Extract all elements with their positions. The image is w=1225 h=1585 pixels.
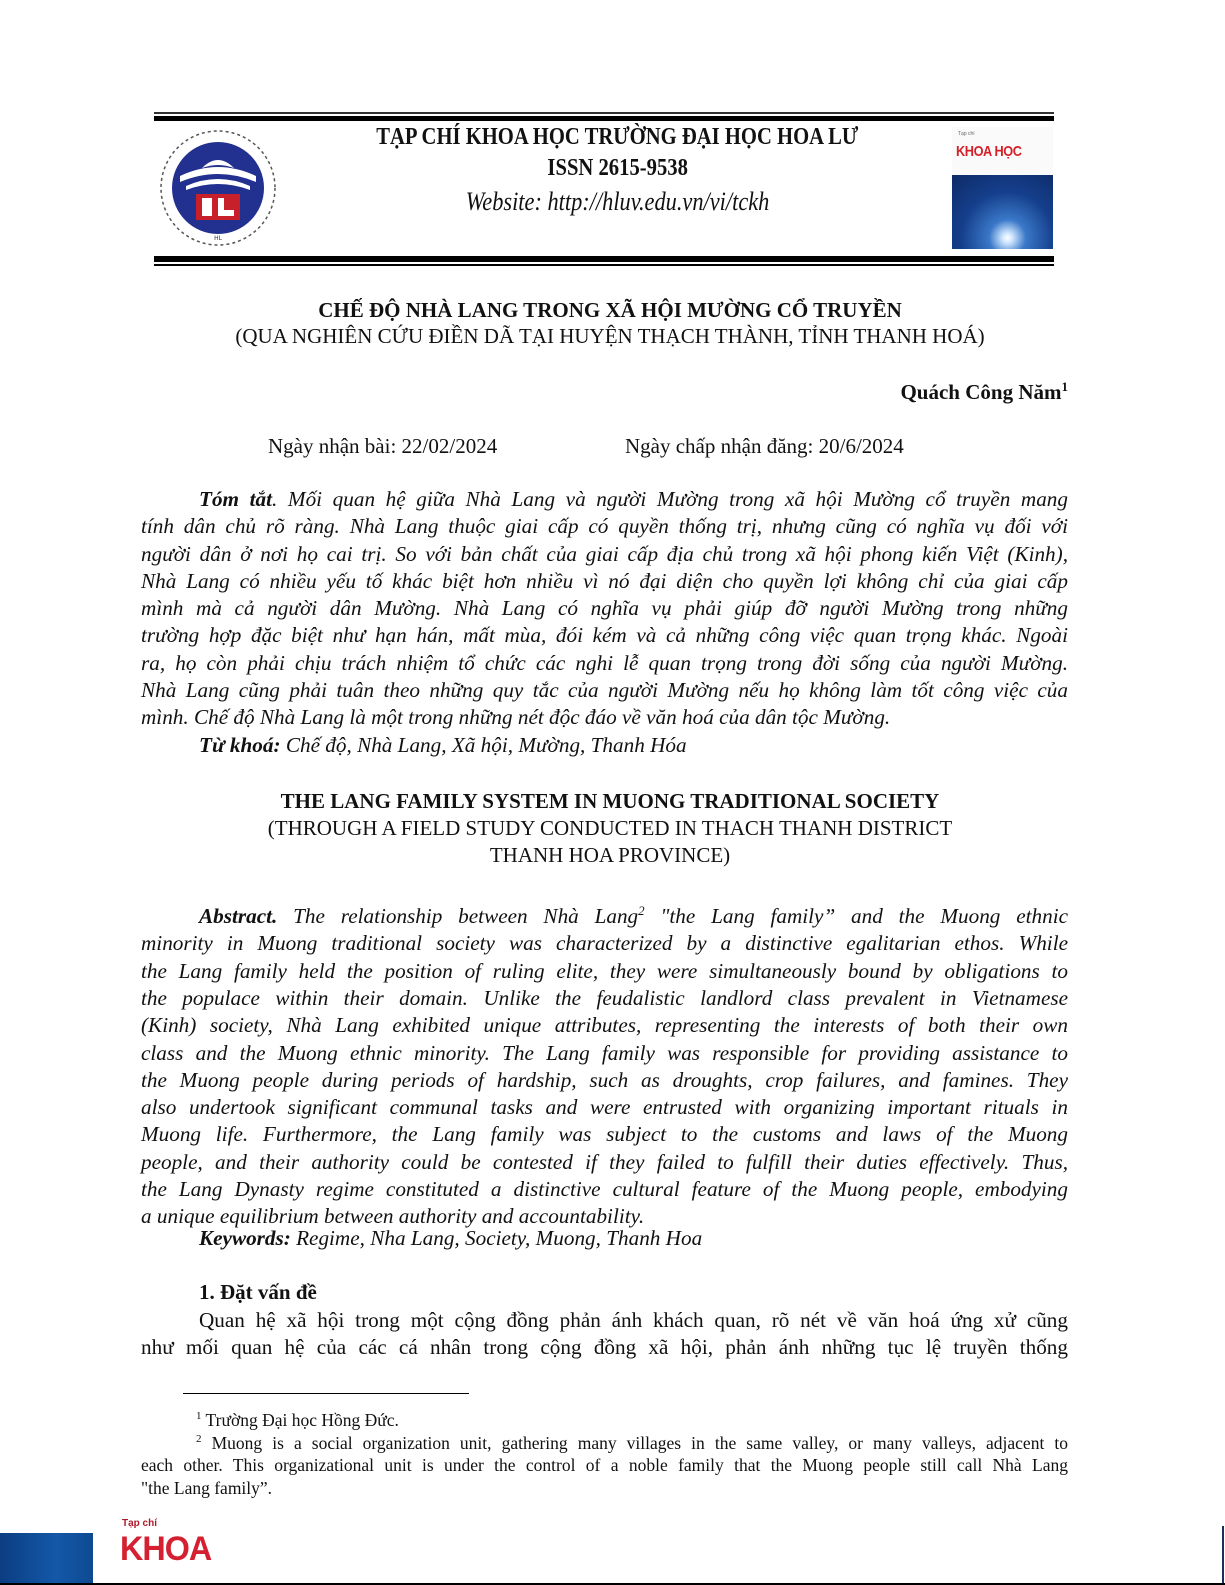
accepted-date: Ngày chấp nhận đăng: 20/6/2024	[625, 434, 904, 458]
abstract-en-line: Muong life. Furthermore, the Lang family was subject to the customs and laws of the Muong	[141, 1122, 1068, 1147]
cover-brand: KHOA HỌC	[956, 143, 1022, 160]
abstract-vi-line: Tóm tắt. Mối quan hệ giữa Nhà Lang và người Mường trong xã hội Mường cổ truyền mang	[199, 487, 1068, 511]
article-title-en: THE LANG FAMILY SYSTEM IN MUONG TRADITIONAL SOCIETY	[280, 789, 940, 813]
footnote-2-mark[interactable]: 2	[638, 903, 645, 918]
article-subtitle-en-2: THANH HOA PROVINCE)	[489, 843, 731, 867]
received-date: Ngày nhận bài: 22/02/2024	[268, 434, 498, 458]
article-subtitle-vi: (QUA NGHIÊN CỨU ĐIỀN DÃ TẠI HUYỆN THẠCH THÀNH, TỈNH THANH HOÁ)	[235, 324, 985, 348]
abstract-vi	[141, 486, 1068, 732]
abstract-en-line: the Lang Dynasty regime constituted a distinctive cultural feature of the Muong people, embodying	[141, 1177, 1068, 1202]
journal-website[interactable]: Website: http://hluv.edu.vn/vi/tckh	[465, 187, 770, 216]
abstract-en-line: the Muong people during periods of hardship, such as droughts, crop failures, and famines. They	[141, 1067, 1068, 1092]
header-rule-bottom-thick	[154, 256, 1054, 262]
abstract-en-line: the populace within their domain. Unlike the feudalistic landlord class prevalent in Vietnamese	[141, 985, 1068, 1010]
keywords-en-label: Keywords:	[199, 1226, 291, 1250]
abstract-vi-line: mình. Chế độ Nhà Lang là một trong những nét độc đáo về văn hoá của dân tộc Mường.	[141, 705, 891, 730]
abstract-en-line: also undertook significant communal tasks and were entrusted with organizing important rituals in	[141, 1095, 1068, 1120]
article-title-vi: CHẾ ĐỘ NHÀ LANG TRONG XÃ HỘI MƯỜNG CỔ TRUYỀN	[318, 298, 902, 322]
header-rule-bottom-thin	[154, 264, 1054, 266]
abstract-vi-line: trường hợp đặc biệt như hạn hán, mất mùa, đói kém và cả những công việc quan trọng khác. Ngoài	[141, 623, 1068, 648]
abstract-en-label: Abstract.	[199, 904, 278, 929]
seal-lettering: HL	[214, 235, 222, 242]
footnote-1-number: 1	[196, 1410, 202, 1422]
footnote-2-line: "the Lang family”.	[141, 1477, 273, 1498]
section-body	[141, 1307, 1068, 1362]
keywords-en-values: Regime, Nha Lang, Society, Muong, Thanh Hoa	[290, 1226, 703, 1250]
keywords-vi-values: Chế độ, Nhà Lang, Xã hội, Mường, Thanh Hóa	[280, 733, 687, 757]
abstract-vi-line: Nhà Lang cũng phải tuân theo những quy tắc của người Mường nếu họ không làm tốt công việc của	[141, 678, 1068, 703]
cover-image	[952, 175, 1053, 249]
abstract-en-line: minority in Muong traditional society was characterized by a distinctive egalitarian ethos. While	[141, 931, 1068, 956]
abstract-vi-line: Nhà Lang có nhiều yếu tố khác biệt hơn nhiều vì nó đại diện cho quyền lợi không chỉ của giai cấp	[141, 568, 1068, 593]
header-rule-top-thick	[154, 116, 1054, 121]
footer-right-edge	[1222, 1526, 1224, 1585]
body-line: Quan hệ xã hội trong một cộng đồng phản ánh khách quan, rõ nét về văn hoá ứng xử cũng	[199, 1308, 1068, 1332]
abstract-vi-line: người dân ở nơi họ cai trị. So với bản chất của giai cấp địa chủ trong xã hội phong kiến Việt (Kinh),	[141, 541, 1068, 566]
section-heading: 1. Đặt vấn đề	[199, 1280, 317, 1304]
footnote-2-line: each other. This organizational unit is under the control of a noble family that the Muong people still call Nhà Lang	[141, 1455, 1068, 1476]
abstract-vi-line: ra, họ còn phải chịu trách nhiệm tổ chức các nghi lễ quan trọng trong đời sống của người Mường.	[141, 650, 1068, 675]
keywords-en	[199, 1226, 702, 1251]
abstract-en-line: class and the Muong ethnic minority. The Lang family was responsible for providing assistance to	[141, 1040, 1068, 1065]
article-subtitle-en-1: (THROUGH A FIELD STUDY CONDUCTED IN THACH THANH DISTRICT	[267, 816, 953, 840]
author-name: Quách Công Năm	[900, 380, 1062, 404]
journal-cover-thumbnail	[952, 127, 1053, 249]
abstract-vi-line: mình mà cả người dân Mường. Nhà Lang có nghĩa vụ phải giúp đỡ người Mường trong những	[141, 596, 1068, 621]
abstract-en-line: Abstract. The relationship between Nhà Lang$^2$ "the Lang family” and the Muong ethnic	[199, 903, 1068, 929]
keywords-vi-label: Từ khoá:	[199, 733, 281, 757]
abstract-vi-line: tính dân chủ rõ ràng. Nhà Lang thuộc giai cấp có quyền thống trị, nhưng cũng có nghĩa vụ đối với	[141, 514, 1068, 539]
abstract-en-line: people, and their authority could be contested if they failed to fulfill their duties effectively. Thus,	[141, 1149, 1068, 1174]
author	[900, 379, 1068, 405]
keywords-vi	[199, 733, 687, 758]
abstract-en-line: (Kinh) society, Nhà Lang exhibited unique attributes, representing the interests of both their own	[141, 1013, 1068, 1038]
header-rule-top-thin	[154, 112, 1054, 114]
footer-logo-small: Tạp chí	[122, 1518, 158, 1529]
abstract-en-line: the Lang family held the position of ruling elite, they were simultaneously bound by obligations to	[141, 958, 1068, 983]
body-line: như mối quan hệ của các cá nhân trong cộng đồng xã hội, phản ánh những tục lệ truyền thống	[141, 1335, 1068, 1360]
footer-logo-big: KHOA	[120, 1530, 212, 1568]
footnote-1-text: Trường Đại học Hồng Đức.	[201, 1409, 399, 1430]
abstract-vi-label: Tóm tắt	[199, 487, 273, 511]
author-footnote-mark[interactable]: 1	[1061, 379, 1068, 394]
journal-issn: ISSN 2615-9538	[547, 155, 688, 181]
university-seal-logo	[158, 128, 278, 248]
abstract-en-line: a unique equilibrium between authority and accountability.	[141, 1204, 645, 1229]
footnote-2-number: 2	[196, 1433, 202, 1445]
cover-small-text: Tạp chí	[958, 131, 975, 137]
footnote-separator	[183, 1393, 469, 1394]
abstract-en	[141, 897, 1068, 1231]
footer-blue-band	[0, 1533, 93, 1585]
footnote-2: $^2$ Muong is a social organization unit, gathering many villages in the same valley, or many valleys, adjacent to each other. This organizational unit is under the control of a noble family that the Muong people still call Nhà Lang "the Lang family”.	[141, 1432, 1068, 1498]
journal-name: TẠP CHÍ KHOA HỌC TRƯỜNG ĐẠI HỌC HOA LƯ	[376, 124, 859, 150]
footer-journal-logo	[118, 1516, 278, 1585]
